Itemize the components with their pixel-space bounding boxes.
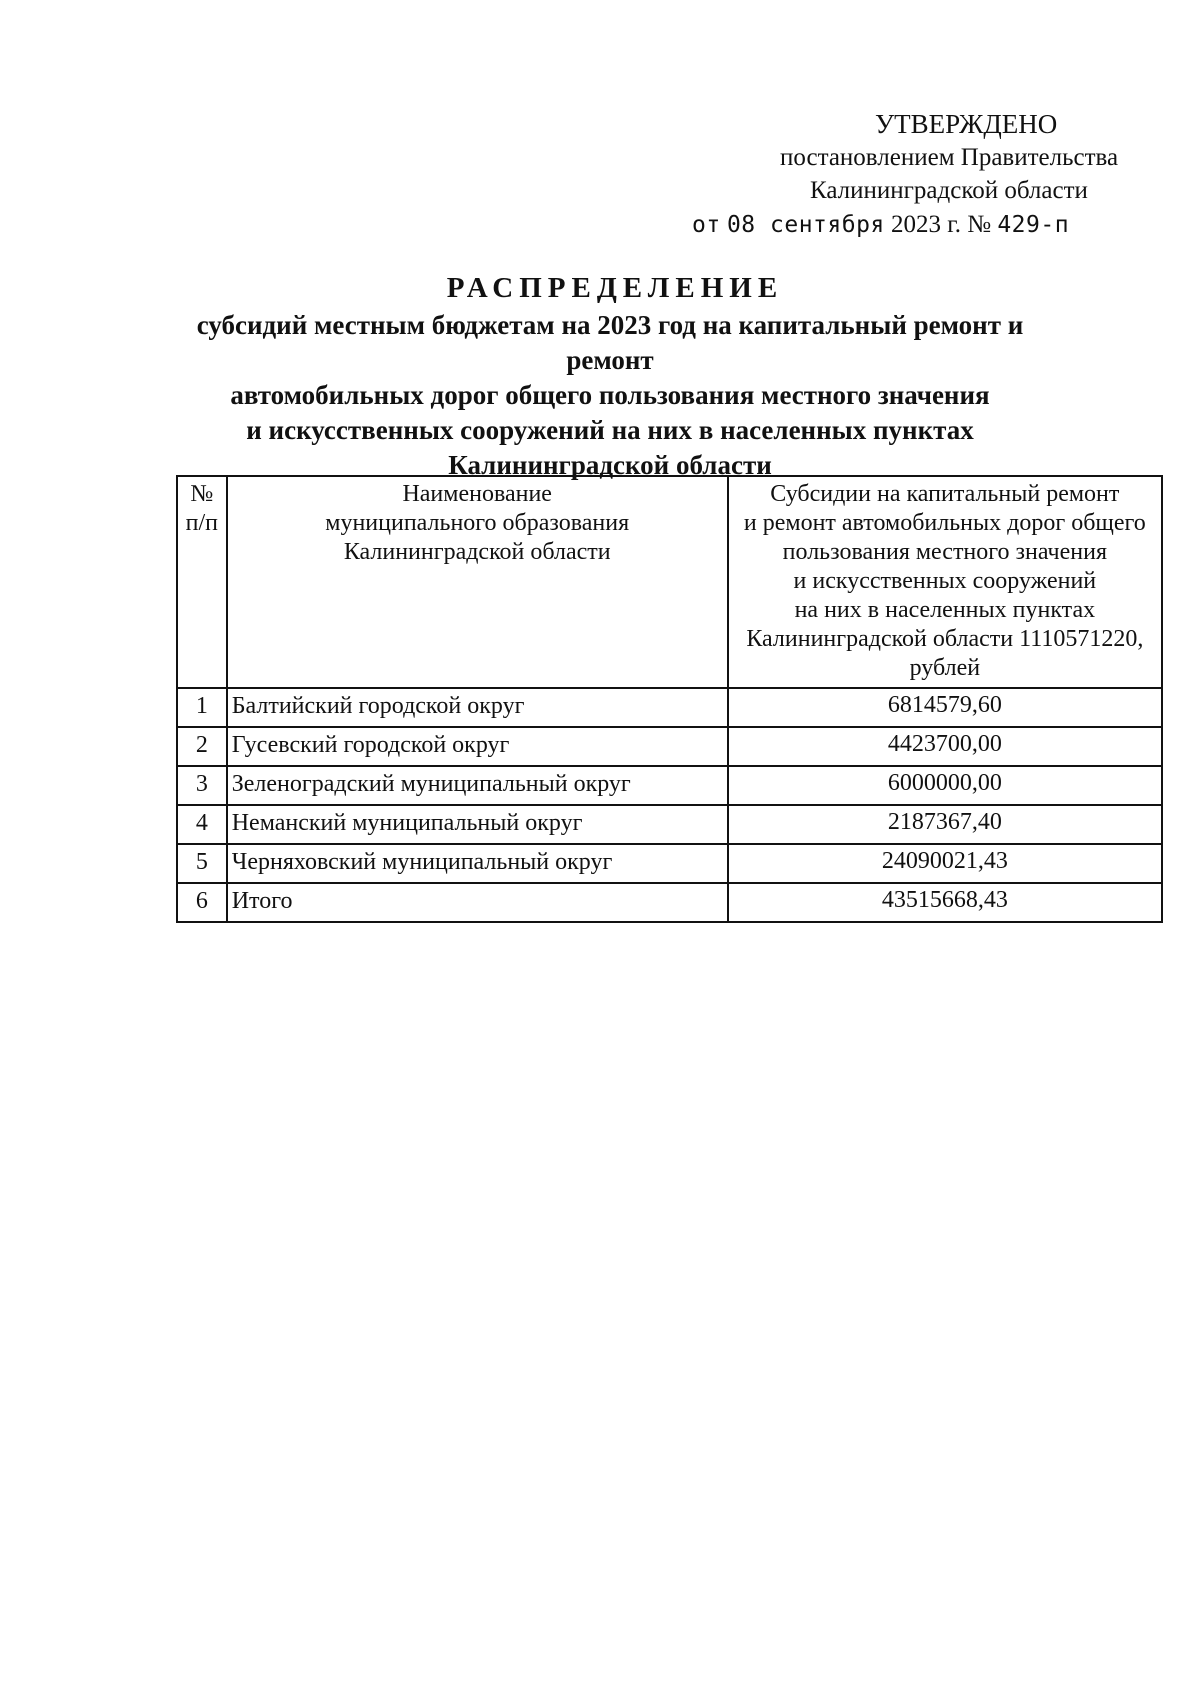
table-row bbox=[177, 805, 1162, 844]
header-amount bbox=[728, 476, 1162, 688]
header-num-line: № bbox=[190, 481, 214, 507]
row-num: 6 bbox=[177, 883, 227, 922]
header-amount-line: и ремонт автомобильных дорог общего bbox=[743, 510, 1146, 536]
row-name: Черняховский муниципальный округ bbox=[227, 844, 728, 883]
approval-title: УТВЕРЖДЕНО bbox=[875, 109, 1058, 139]
table-row bbox=[177, 688, 1162, 727]
row-num: 3 bbox=[177, 766, 227, 805]
header-name-line: Калининградской области bbox=[343, 539, 611, 565]
subtitle-line: и искусственных сооружений на них в населенных пунктах bbox=[246, 415, 974, 445]
row-num: 4 bbox=[177, 805, 227, 844]
row-name: Зеленоградский муниципальный округ bbox=[227, 766, 728, 805]
subtitle-line: Калининградской области bbox=[448, 450, 772, 480]
header-amount-line: и искусственных сооружений bbox=[793, 568, 1097, 594]
distribution-table bbox=[176, 475, 1163, 923]
row-amount: 6814579,60 bbox=[728, 688, 1162, 727]
header-num-line: п/п bbox=[185, 510, 219, 536]
subtitle-line: субсидий местным бюджетам на 2023 год на капитальный ремонт и ремонт bbox=[196, 310, 1024, 375]
header-amount-line: рублей bbox=[909, 655, 981, 681]
approval-line-region: Калининградской области bbox=[810, 177, 1088, 204]
table-row bbox=[177, 727, 1162, 766]
header-amount-line: Субсидии на капитальный ремонт bbox=[770, 481, 1120, 507]
header-num bbox=[177, 476, 227, 688]
approval-date-row bbox=[692, 208, 1069, 242]
document-title-block bbox=[160, 270, 1060, 483]
subtitle-line: автомобильных дорог общего пользования местного значения bbox=[230, 380, 990, 410]
row-name: Гусевский городской округ bbox=[227, 727, 728, 766]
table-row bbox=[177, 766, 1162, 805]
table-header-row bbox=[177, 476, 1162, 688]
table-body bbox=[177, 688, 1162, 922]
row-num: 5 bbox=[177, 844, 227, 883]
approval-date-year: 2023 г. № bbox=[891, 211, 992, 238]
header-name-line: Наименование bbox=[402, 481, 552, 507]
row-num: 2 bbox=[177, 727, 227, 766]
row-name: Итого bbox=[227, 883, 728, 922]
row-amount: 43515668,43 bbox=[728, 883, 1162, 922]
approval-line-decree: постановлением Правительства bbox=[780, 144, 1119, 171]
document-subtitle bbox=[160, 308, 1060, 483]
table-row-total bbox=[177, 883, 1162, 922]
header-name-line: муниципального образования bbox=[325, 510, 630, 536]
row-num: 1 bbox=[177, 688, 227, 727]
row-amount: 4423700,00 bbox=[728, 727, 1162, 766]
document-heading: РАСПРЕДЕЛЕНИЕ bbox=[446, 272, 784, 304]
row-amount: 2187367,40 bbox=[728, 805, 1162, 844]
row-amount: 6000000,00 bbox=[728, 766, 1162, 805]
table-header bbox=[177, 476, 1162, 688]
row-name: Неманский муниципальный округ bbox=[227, 805, 728, 844]
header-amount-line: пользования местного значения bbox=[782, 539, 1107, 565]
header-amount-line: Калининградской области 1110571220, bbox=[746, 626, 1144, 652]
approval-date-day-month: 08 сентября bbox=[726, 212, 885, 238]
row-amount: 24090021,43 bbox=[728, 844, 1162, 883]
header-amount-line: на них в населенных пунктах bbox=[794, 597, 1096, 623]
header-name bbox=[227, 476, 728, 688]
approval-date-prefix: от bbox=[692, 212, 721, 238]
row-name: Балтийский городской округ bbox=[227, 688, 728, 727]
approval-number: 429-п bbox=[997, 212, 1070, 238]
table-row bbox=[177, 844, 1162, 883]
